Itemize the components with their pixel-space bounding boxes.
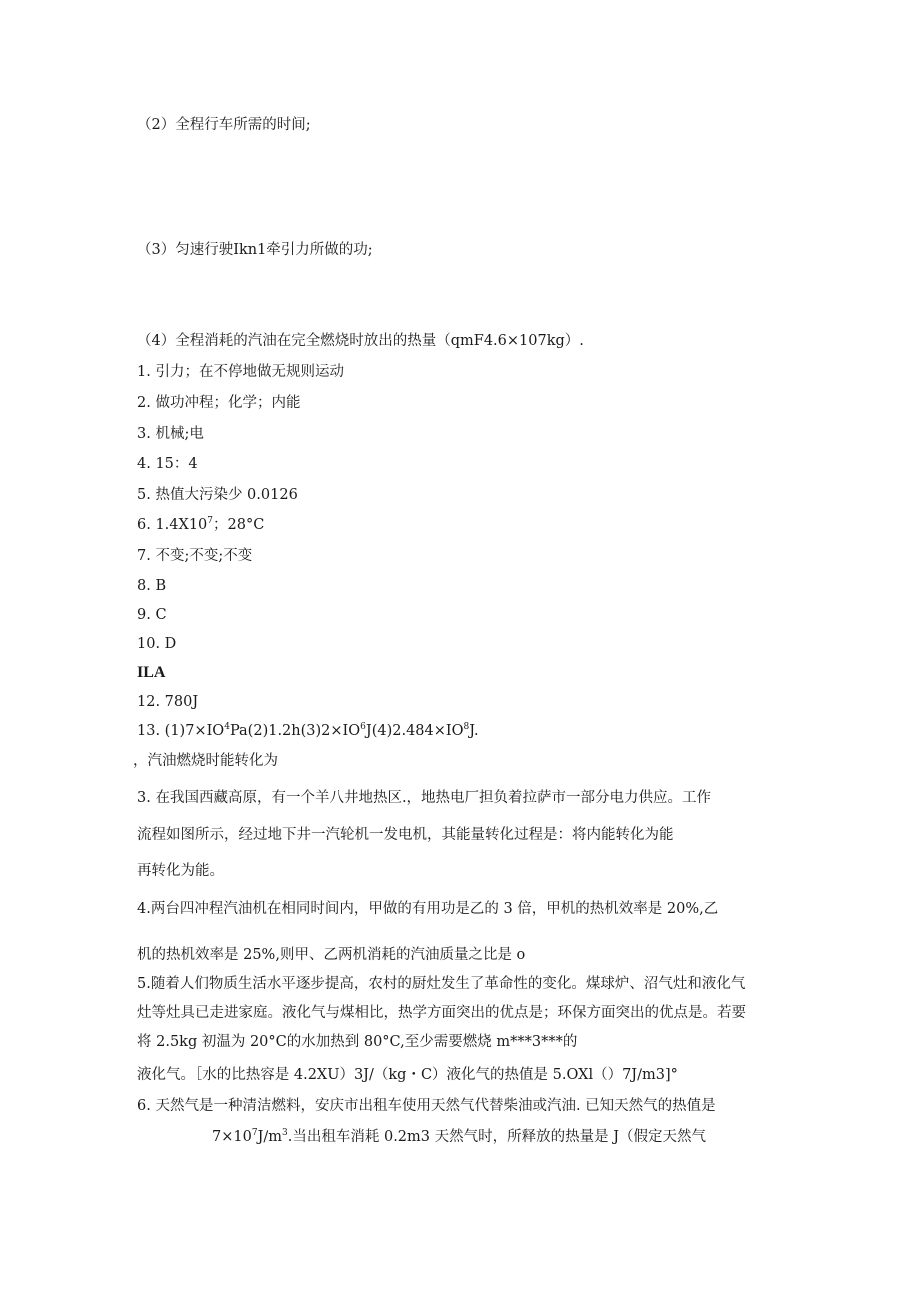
problem-6-line-1: 6. 天然气是一种清洁燃料，安庆市出租车使用天然气代替柴油或汽油. 已知天然气的热值是 (137, 1098, 716, 1114)
question-4: （4）全程消耗的汽油在完全燃烧时放出的热量（qmF4.6×107kg）. (137, 333, 584, 349)
answer-14: ，汽油燃烧时能转化为 (133, 753, 278, 769)
problem-3-line-2: 流程如图所示，经过地下井一汽轮机一发电机，其能量转化过程是：将内能转化为能 (137, 827, 674, 843)
answer-1: 1. 引力；在不停地做无规则运动 (137, 364, 344, 380)
problem-5-line-2: 灶等灶具已走进家庭。液化气与煤相比，热学方面突出的优点是；环保方面突出的优点是。若要 (137, 1005, 746, 1021)
answer-13-part-4: J. (469, 723, 479, 739)
answer-12: 12. 780J (137, 694, 199, 710)
problem-6-line-2 (212, 1127, 706, 1147)
answer-13-exp-1: 4 (224, 722, 230, 733)
question-2: （2）全程行车所需的时间; (137, 117, 311, 133)
answer-5: 5. 热值大污染少 0.0126 (137, 487, 298, 503)
problem-5-line-4: 液化气。［水的比热容是 4.2XU）3J/（kg・C）液化气的热值是 5.OXl（）7J∕m3]° (137, 1067, 678, 1083)
answer-13-part-2: Pa(2)1.2h(3)2×IO (229, 723, 361, 739)
answer-6-text: 6. 1.4X10 (137, 517, 208, 533)
problem-4-line-1: 4.两台四冲程汽油机在相同时间内，甲做的有用功是乙的 3 倍，甲机的热机效率是 20%,乙 (137, 901, 719, 917)
problem-6-exp-2: 3 (282, 1128, 288, 1139)
answer-10: 10. D (137, 636, 177, 652)
answer-6-exponent: 7 (207, 516, 214, 527)
answer-13-text: 13. (1)7×IO (137, 723, 225, 739)
problem-6-heat-value: 7×10 (212, 1129, 252, 1145)
problem-5-line-1: 5.随着人们物质生活水平逐步提高，农村的厨灶发生了革命性的变化。煤球炉、沼气灶和液化气 (137, 976, 746, 992)
answer-3: 3. 机械;电 (137, 426, 204, 442)
problem-6-text: .当出租车消耗 0.2m3 天然气时，所释放的热量是 J（假定天然气 (287, 1129, 707, 1145)
answer-7: 7. 不变;不变;不变 (137, 548, 253, 564)
answer-13-exp-2: 6 (360, 722, 366, 733)
answer-11: ILA (137, 664, 166, 681)
answer-13-part-3: J(4)2.484×IO (365, 723, 464, 739)
problem-4-line-2: 机的热机效率是 25%,则甲、乙两机消耗的汽油质量之比是 o (137, 947, 526, 963)
answer-13 (137, 721, 479, 741)
problem-3-line-3: 再转化为能。 (137, 863, 224, 879)
problem-5-line-3: 将 2.5kg 初温为 20°C的水加热到 80°C,至少需要燃烧 m***3***的 (137, 1034, 578, 1050)
answer-6 (137, 515, 264, 535)
problem-6-unit: J∕m (257, 1129, 283, 1145)
problem-6-exp-1: 7 (251, 1128, 258, 1139)
question-3: （3）匀速行驶Ikn1牵引力所做的功; (137, 242, 373, 258)
answer-6-tail: ；28°C (213, 517, 265, 533)
answer-13-exp-3: 8 (463, 722, 470, 733)
answer-4: 4. 15：4 (137, 456, 198, 472)
problem-3-line-1: 3. 在我国西藏高原，有一个羊八井地热区.，地热电厂担负着拉萨市一部分电力供应。工作 (137, 790, 712, 806)
answer-8: 8. B (137, 578, 167, 594)
answer-9: 9. C (137, 607, 167, 623)
answer-2: 2. 做功冲程；化学；内能 (137, 395, 301, 411)
